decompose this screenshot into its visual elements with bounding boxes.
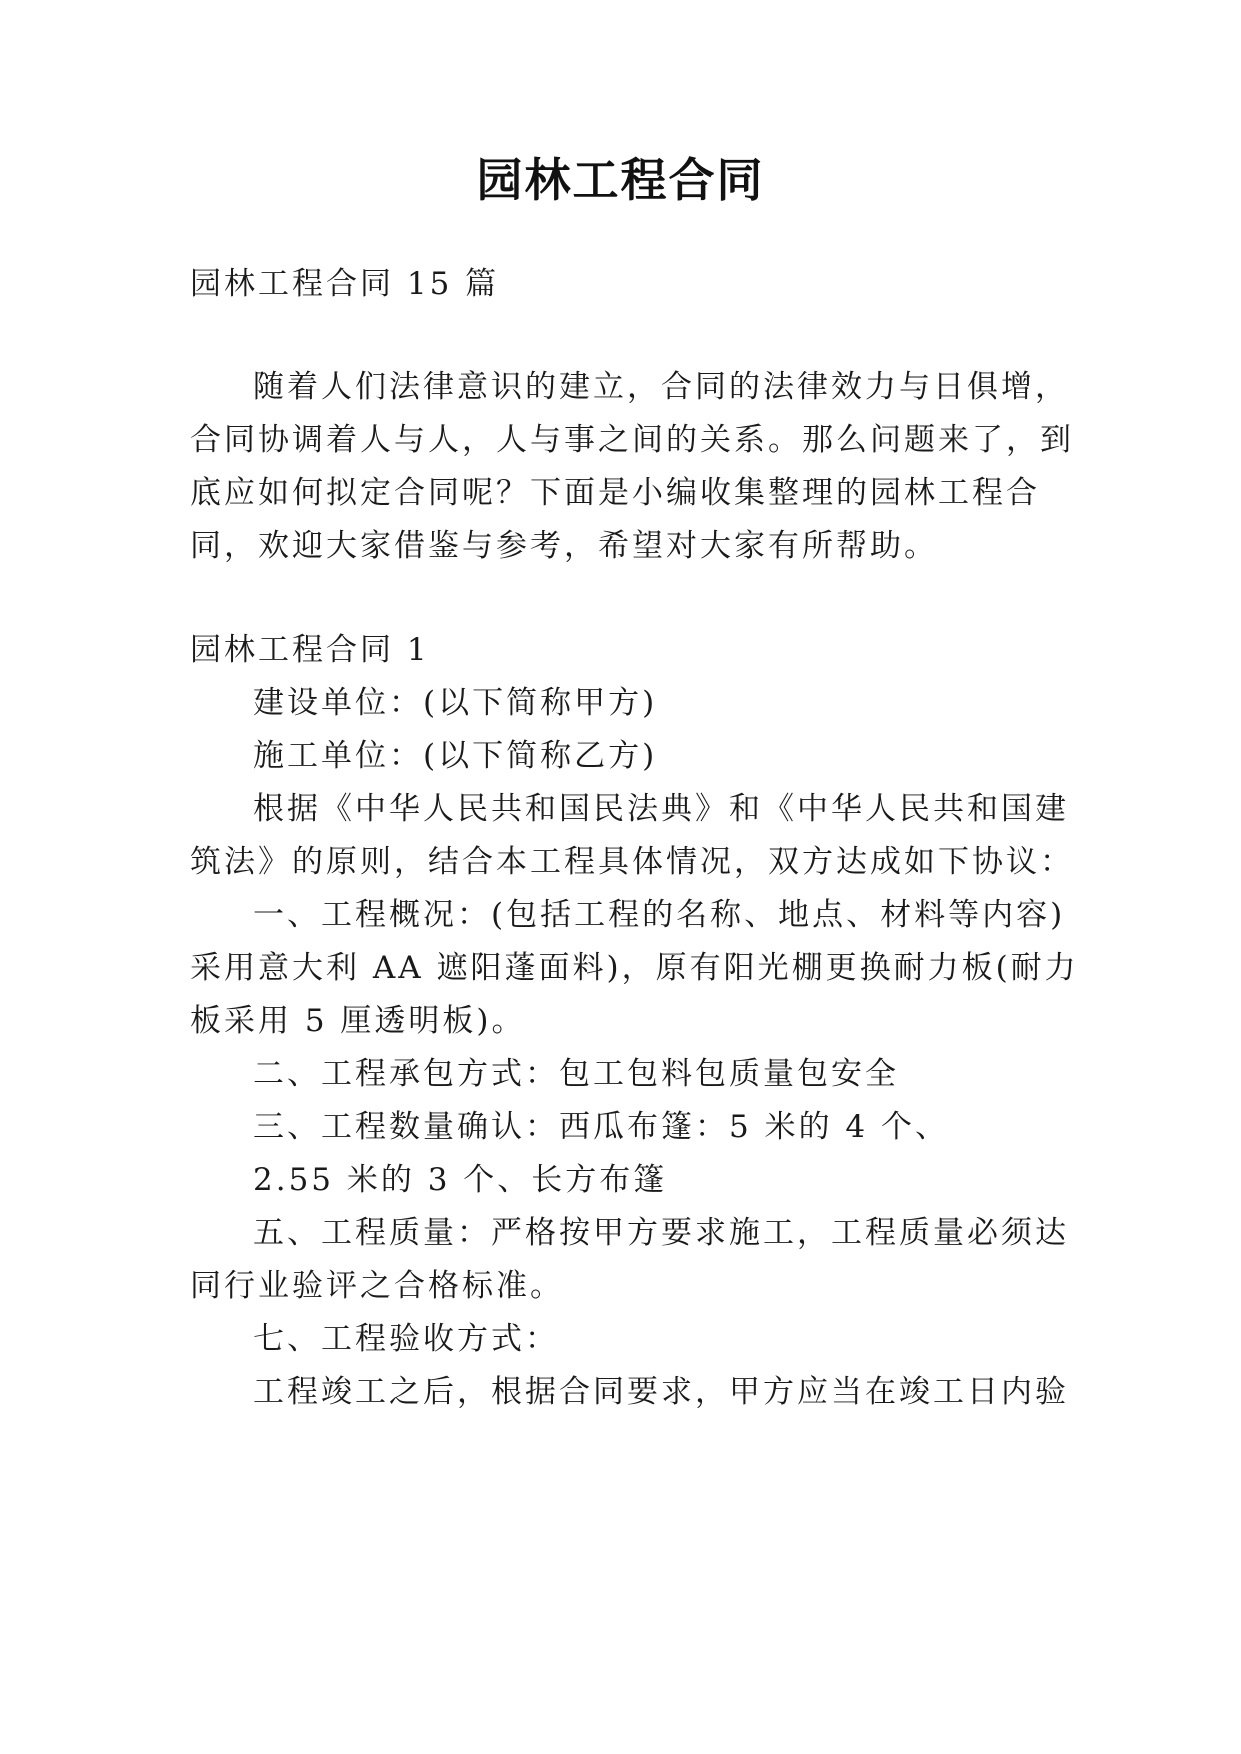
intro-line-1: 随着人们法律意识的建立，合同的法律效力与日俱增， [253, 369, 1069, 405]
section-heading: 园林工程合同 1 [190, 632, 430, 668]
body-line-8: 二、工程承包方式：包工包料包质量包安全 [253, 1056, 899, 1092]
intro-line-2: 合同协调着人与人，人与事之间的关系。那么问题来了，到 [190, 422, 1074, 458]
body-line-11: 五、工程质量：严格按甲方要求施工，工程质量必须达 [253, 1215, 1069, 1251]
body-line-7: 板采用 5 厘透明板)。 [190, 1003, 526, 1039]
intro-line-3: 底应如何拟定合同呢？下面是小编收集整理的园林工程合 [190, 475, 1040, 511]
body-line-2: 施工单位：(以下简称乙方) [253, 738, 658, 774]
body-line-5: 一、工程概况：(包括工程的名称、地点、材料等内容) [253, 897, 1066, 933]
body-line-12: 同行业验评之合格标准。 [190, 1268, 564, 1304]
document-subtitle: 园林工程合同 15 篇 [190, 266, 500, 302]
body-line-1: 建设单位：(以下简称甲方) [253, 685, 658, 721]
document-title: 园林工程合同 [476, 153, 765, 207]
body-line-6: 采用意大利 AA 遮阳蓬面料)，原有阳光棚更换耐力板(耐力 [190, 950, 1079, 986]
body-line-13: 七、工程验收方式： [253, 1321, 559, 1357]
intro-line-4: 同，欢迎大家借鉴与参考，希望对大家有所帮助。 [190, 528, 938, 564]
body-line-10: 2.55 米的 3 个、长方布篷 [253, 1162, 668, 1198]
body-line-4: 筑法》的原则，结合本工程具体情况，双方达成如下协议： [190, 844, 1074, 880]
body-line-9: 三、工程数量确认：西瓜布篷：5 米的 4 个、 [253, 1109, 950, 1145]
body-line-3: 根据《中华人民共和国民法典》和《中华人民共和国建 [253, 791, 1069, 827]
body-line-14: 工程竣工之后，根据合同要求，甲方应当在竣工日内验 [253, 1374, 1069, 1410]
